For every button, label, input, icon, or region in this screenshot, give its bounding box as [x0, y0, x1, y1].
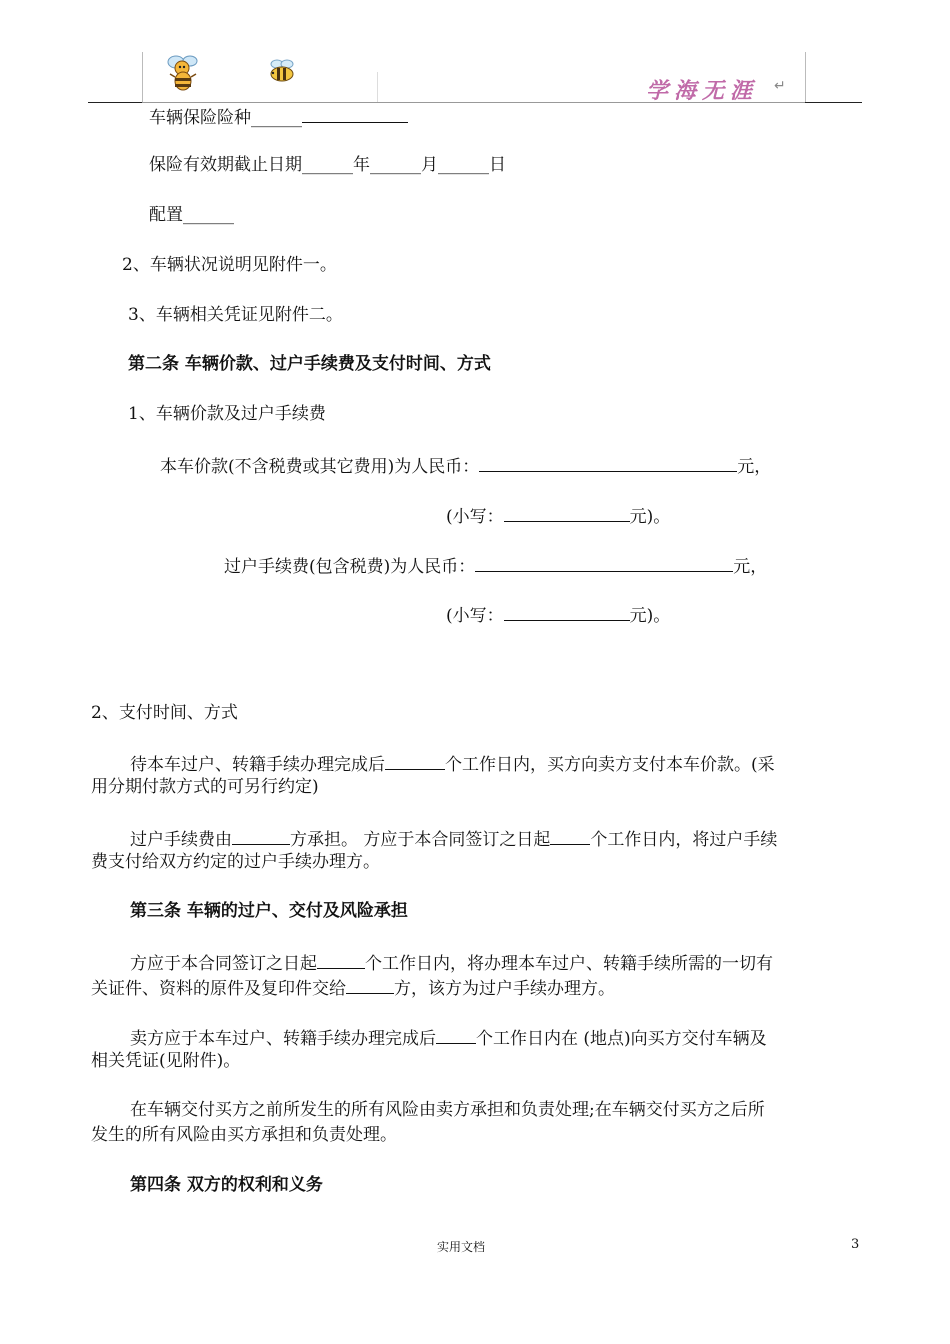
fee-small-close: 元)。 — [629, 606, 671, 626]
art3-p2-b: 个工作日内在 (地点)向买方交付车辆及 — [476, 1029, 767, 1049]
price-blank — [479, 453, 737, 472]
art3-p1-b: 个工作日内，将办理本车过户、转籍手续所需的一切有 — [365, 954, 773, 974]
insurance-expiry-year: 保险有效期截止日期______年 — [149, 155, 370, 175]
art3-days-blank — [317, 950, 365, 969]
insurance-expiry-day: ______日 — [438, 155, 506, 175]
item-3: 3、车辆相关凭证见附件二。 — [128, 305, 343, 325]
fee-line — [224, 553, 767, 578]
insurance-type-text: 车辆保险险种______ — [149, 108, 302, 128]
header-rule-left — [88, 102, 142, 103]
article-3-para-2-line1 — [130, 1025, 767, 1050]
art3-p1-c: 关证件、资料的原件及复印件交给 — [91, 979, 346, 999]
article-3-para-3-line2: 发生的所有风险由买方承担和负责处理。 — [91, 1125, 397, 1145]
page-number: 3 — [851, 1237, 860, 1252]
payment-p1-a: 待本车过户、转籍手续办理完成后 — [130, 755, 385, 775]
article-3-para-2-line2: 相关凭证(见附件)。 — [91, 1051, 241, 1071]
insurance-expiry-month: ______月 — [370, 155, 438, 175]
item-2: 2、车辆状况说明见附件一。 — [122, 255, 337, 275]
art3-p1-d: 方，该方为过户手续办理方。 — [394, 979, 615, 999]
insurance-type-blank — [302, 104, 408, 123]
header-divider-1 — [142, 52, 143, 102]
payment-para-1-line2: 用分期付款方式的可另行约定) — [91, 777, 319, 797]
fee-small-blank — [504, 602, 630, 621]
price-small-blank — [504, 503, 630, 522]
config-line: 配置______ — [149, 205, 234, 225]
payment-para-2-line1 — [130, 826, 777, 851]
article-4-title: 第四条 双方的权利和义务 — [130, 1175, 323, 1195]
payment-days-blank — [385, 751, 445, 770]
article-3-para-1-line1 — [130, 950, 773, 975]
fee-small-line — [446, 602, 670, 627]
price-small-open: (小写： — [446, 507, 504, 527]
payment-para-1-line1 — [130, 751, 775, 776]
art3-party-blank — [346, 975, 394, 994]
insurance-type-line — [149, 104, 408, 129]
price-label: 本车价款(不含税费或其它费用)为人民币： — [160, 457, 480, 477]
header-brand-text: 学海无涯 — [646, 78, 759, 104]
payment-p2-c: 个工作日内，将过户手续 — [590, 830, 778, 850]
art3-p1-a: 方应于本合同签订之日起 — [130, 954, 317, 974]
bee-mascot-icon — [162, 52, 206, 94]
bee-icon — [264, 58, 300, 84]
fee-label: 过户手续费(包含税费)为人民币： — [224, 557, 476, 577]
price-small-line — [446, 503, 670, 528]
fee-unit: 元， — [733, 557, 768, 577]
payment-p2-a: 过户手续费由 — [130, 830, 232, 850]
fee-small-open: (小写： — [446, 606, 504, 626]
article-3-title: 第三条 车辆的过户、交付及风险承担 — [130, 901, 408, 921]
price-small-close: 元)。 — [629, 507, 671, 527]
delivery-days-blank — [436, 1025, 476, 1044]
fee-days-blank — [550, 826, 590, 845]
header-divider-3 — [805, 52, 806, 102]
header-rule-right — [805, 102, 862, 103]
header-divider-2 — [377, 72, 378, 102]
article-2-sub2: 2、支付时间、方式 — [91, 703, 238, 723]
article-2-title: 第二条 车辆价款、过户手续费及支付时间、方式 — [128, 354, 491, 374]
price-unit: 元， — [737, 457, 772, 477]
payment-p1-b: 个工作日内，买方向卖方支付本车价款。(采 — [445, 755, 775, 775]
fee-party-blank — [232, 826, 290, 845]
insurance-expiry-line — [149, 154, 506, 176]
fee-blank — [475, 553, 733, 572]
art3-p2-a: 卖方应于本车过户、转籍手续办理完成后 — [130, 1029, 436, 1049]
article-2-sub1: 1、车辆价款及过户手续费 — [128, 404, 326, 424]
article-3-para-3-line1: 在车辆交付买方之前所发生的所有风险由卖方承担和负责处理;在车辆交付买方之后所 — [130, 1100, 765, 1120]
payment-p2-b: 方承担。 方应于本合同签订之日起 — [290, 830, 551, 850]
price-line — [160, 453, 771, 478]
footer-center-text: 实用文档 — [437, 1240, 486, 1254]
paragraph-mark-icon: ↵ — [774, 78, 786, 94]
article-3-para-1-line2 — [91, 975, 615, 1000]
payment-para-2-line2: 费支付给双方约定的过户手续办理方。 — [91, 852, 380, 872]
